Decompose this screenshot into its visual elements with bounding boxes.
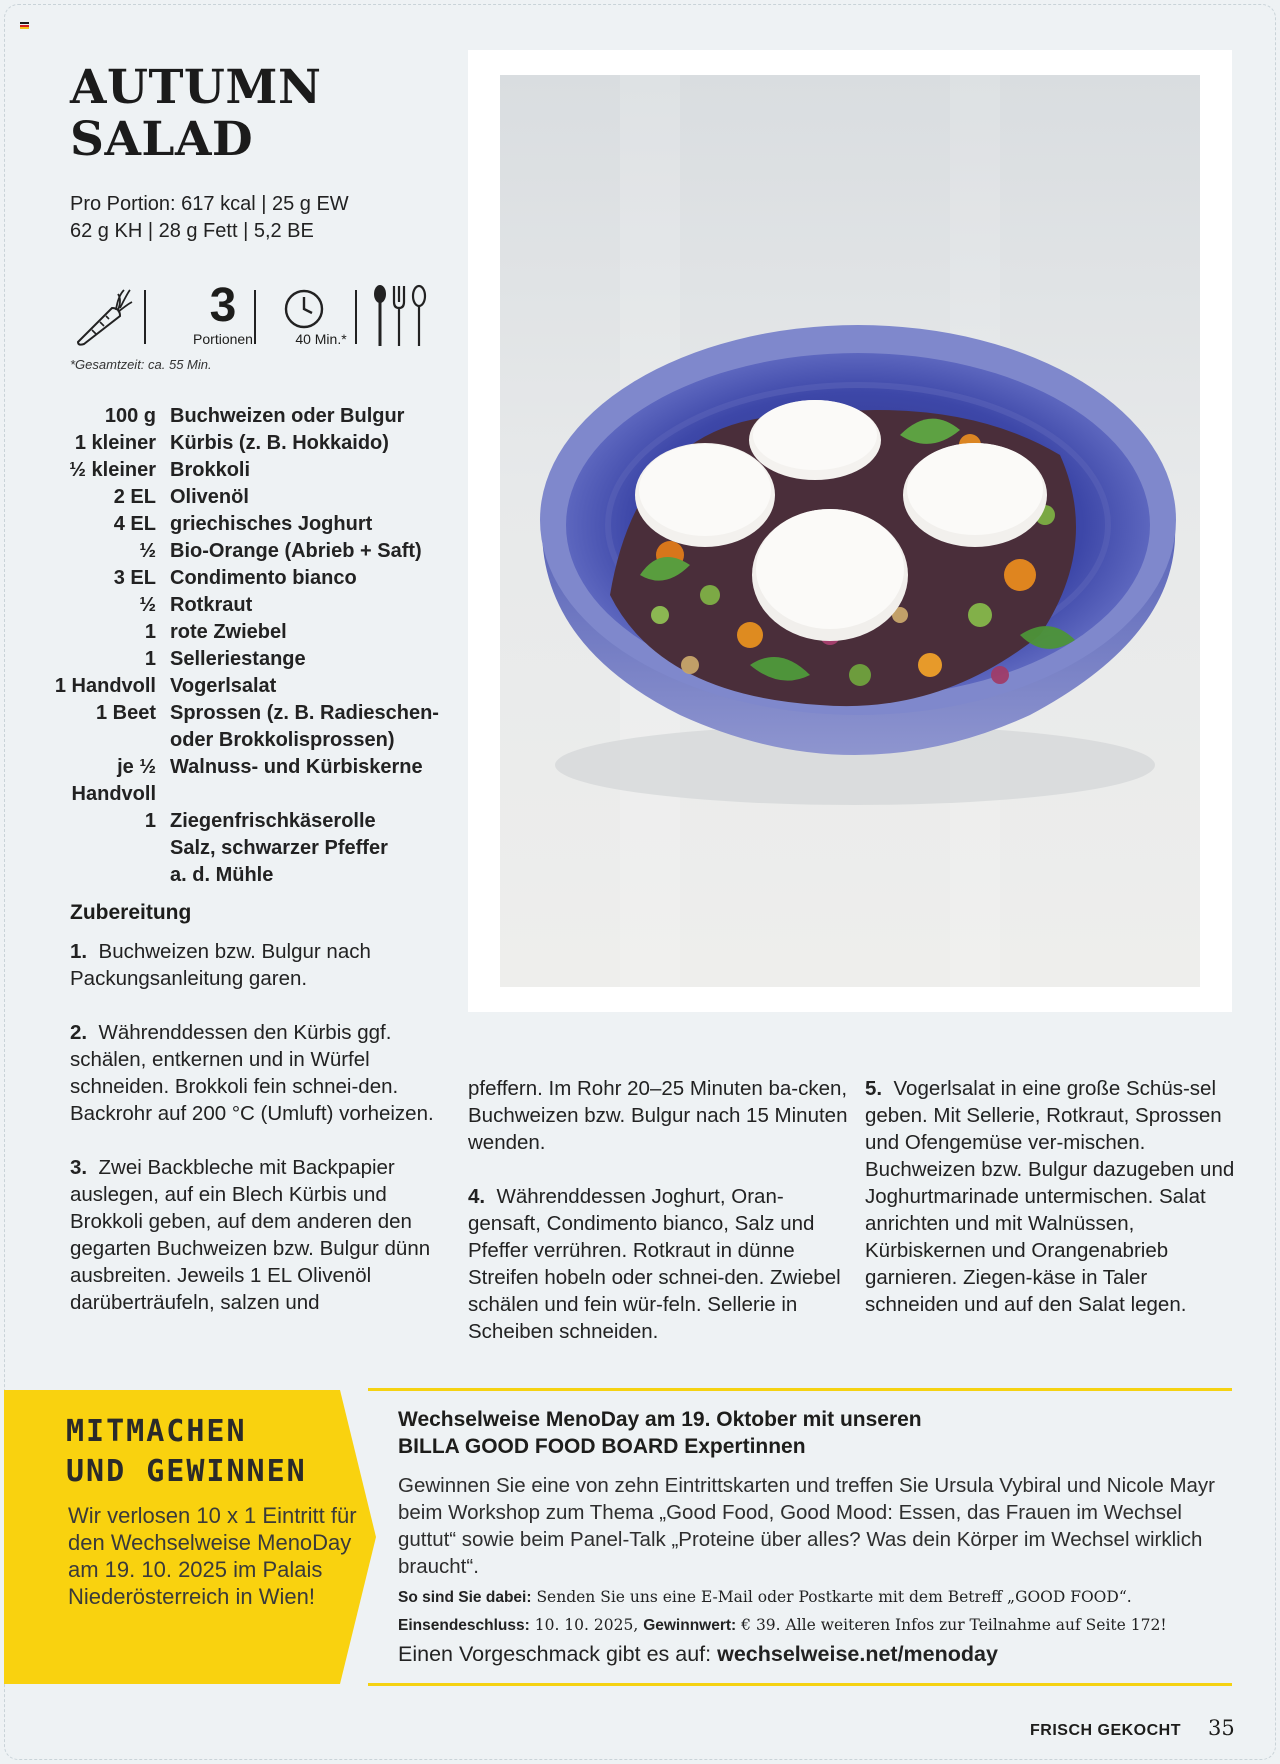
promo-body: Gewinnen Sie eine von zehn Eintrittskarten und treffen Sie Ursula Vybiral und Nicole Mayr beim Workshop zum Thema „Good Food, Good Mood: Essen, das Frauen im Wechsel guttut“ sowie beim Panel-Talk „Proteine über alles? Was dein Körper im Wechsel wirklich braucht“. (398, 1474, 1216, 1578)
ingredient-name: Vogerlsalat (170, 675, 277, 697)
promo-deadline-label: Einsendeschluss: (398, 1617, 530, 1634)
ingredient-quantity: 100 g (104, 405, 156, 427)
step (70, 1019, 450, 1127)
ingredient-row (30, 457, 470, 484)
ingredient-quantity: 3 EL (113, 567, 156, 589)
steps-column-1 (70, 938, 450, 1343)
step-number: 5. (865, 1077, 883, 1100)
step-number: 4. (468, 1185, 486, 1208)
cutlery-icon (370, 284, 430, 350)
step-number: 2. (70, 1021, 88, 1044)
ingredient-row (30, 511, 470, 538)
recipe-title (70, 62, 321, 166)
ingredient-name: Ziegenfrischkäserolle (170, 810, 376, 832)
promo-heading-line1: MITMACHEN (66, 1414, 247, 1449)
ingredient-row (30, 727, 470, 754)
promo-heading (66, 1412, 307, 1492)
page-number: 35 (1208, 1716, 1235, 1740)
ingredient-quantity (30, 835, 170, 862)
ingredient-row (30, 538, 470, 565)
promo-deadline (398, 1614, 1238, 1637)
ingredient-row (30, 403, 470, 430)
ingredient-name: Walnuss- und Kürbiskerne (170, 756, 423, 778)
recipe-meta (70, 279, 450, 364)
promo-title-line2: BILLA GOOD FOOD BOARD Expertinnen (398, 1435, 806, 1458)
ingredient-row (30, 808, 470, 835)
photo-frame (468, 50, 1232, 1012)
promo-link-prefix: Einen Vorgeschmack gibt es auf: (398, 1642, 712, 1666)
ingredient-name: Olivenöl (170, 486, 249, 508)
ingredient-quantity: 1 (144, 810, 156, 832)
step (468, 1183, 848, 1345)
step-text: Währenddessen den Kürbis ggf. schälen, entkernen und in Würfel schneiden. Brokkoli fein schnei-den. Backrohr auf 200 °C (Umluft) vorheizen. (70, 1021, 434, 1125)
ingredient-quantity: 1 Beet (95, 702, 156, 724)
ingredient-quantity: je ½ Handvoll (71, 756, 156, 805)
step (70, 938, 450, 992)
nutrition-line1: Pro Portion: 617 kcal | 25 g EW (70, 193, 349, 215)
promo-prize-label: Gewinnwert: (643, 1617, 737, 1634)
ingredient-row (30, 484, 470, 511)
ingredient-row (30, 754, 470, 808)
ingredient-quantity: 1 kleiner (74, 432, 156, 454)
meta-divider (254, 290, 256, 344)
ingredient-quantity: ½ (139, 594, 156, 616)
step-number: 1. (70, 940, 88, 963)
recipe-title-line2: SALAD (70, 112, 254, 167)
promo-title (398, 1406, 1218, 1460)
ingredient-quantity: 1 (144, 621, 156, 643)
ingredient-quantity: 1 (144, 648, 156, 670)
recipe-title-line1: AUTUMN (70, 60, 322, 115)
step (865, 1075, 1245, 1318)
total-time-note: *Gesamtzeit: ca. 55 Min. (70, 357, 212, 372)
ingredient-row (30, 862, 470, 889)
steps-column-2 (468, 1075, 848, 1372)
ingredient-row (30, 592, 470, 619)
ingredient-name: Selleriestange (170, 648, 306, 670)
promo-participation (398, 1586, 1238, 1609)
promo-prize-text: € 39. Alle weiteren Infos zur Teilnahme auf Seite 172! (741, 1616, 1167, 1634)
ingredient-row (30, 430, 470, 457)
salad-photo (500, 75, 1200, 987)
ingredient-name: Condimento bianco (170, 567, 357, 589)
clock-icon (283, 288, 325, 330)
ingredient-quantity: 1 Handvoll (54, 675, 156, 697)
ingredient-name: Bio-Orange (Abrieb + Saft) (170, 540, 422, 562)
portions-count: 3 (209, 279, 237, 332)
promo-heading-line2: UND GEWINNEN (66, 1454, 307, 1489)
promo-divider-top (368, 1388, 1232, 1391)
steps-column-3 (865, 1075, 1245, 1345)
ingredient-name: Rotkraut (170, 594, 253, 616)
ingredient-name: rote Zwiebel (170, 621, 287, 643)
ingredient-row (30, 835, 470, 862)
ingredient-quantity: ½ (139, 540, 156, 562)
ingredient-name: Salz, schwarzer Pfeffer (170, 837, 388, 859)
ingredient-row (30, 700, 470, 727)
carrot-icon (72, 286, 134, 348)
ingredient-name: Sprossen (z. B. Radieschen- (170, 702, 439, 724)
ingredient-row (30, 619, 470, 646)
promo-link-line (398, 1640, 998, 1668)
ingredient-name: Brokkoli (170, 459, 251, 481)
ingredient-quantity (30, 727, 170, 754)
ingredient-row (30, 565, 470, 592)
ingredient-name: a. d. Mühle (170, 864, 274, 886)
ingredient-row (30, 646, 470, 673)
step-text: Vogerlsalat in eine große Schüs-sel geben. Mit Sellerie, Rotkraut, Sprossen und Ofengemüse ver-mischen. Buchweizen bzw. Bulgur dazugeben und Joghurtmarinade untermischen. Salat anrichten und mit Walnüssen, Kürbiskernen und Orangenabrieb garnieren. Ziegen-käse in Taler schneiden und auf den Salat legen. (865, 1077, 1235, 1316)
footer-section-label: FRISCH GEKOCHT (1030, 1722, 1181, 1739)
step-text: pfeffern. Im Rohr 20–25 Minuten ba-cken, Buchweizen bzw. Bulgur nach 15 Minuten wenden. (468, 1077, 848, 1154)
ingredient-name: griechisches Joghurt (170, 513, 373, 535)
preparation-heading: Zubereitung (70, 901, 192, 924)
nutrition-info (70, 191, 349, 245)
promo-deadline-value: 10. 10. 2025, (534, 1616, 639, 1634)
promo-teaser: Wir verlosen 10 x 1 Eintritt für den Wechselweise MenoDay am 19. 10. 2025 im Palais Niederösterreich in Wien! (68, 1503, 357, 1609)
ingredient-quantity: ½ kleiner (69, 459, 156, 481)
step (468, 1075, 848, 1156)
ingredient-name: Kürbis (z. B. Hokkaido) (170, 432, 389, 454)
promo-link[interactable]: wechselweise.net/menoday (717, 1642, 998, 1666)
ingredient-quantity: 4 EL (113, 513, 156, 535)
ingredient-row (30, 673, 470, 700)
step (70, 1154, 450, 1316)
language-flag-icon (20, 22, 29, 29)
step-text: Zwei Backbleche mit Backpapier auslegen, auf ein Blech Kürbis und Brokkoli geben, auf dem anderen den gegarten Buchweizen bzw. Bulgur dünn ausbreiten. Jeweils 1 EL Olivenöl darüberträufeln, salzen und (70, 1156, 431, 1314)
ingredient-name: oder Brokkolisprossen) (170, 729, 395, 751)
promo-divider-bottom (368, 1683, 1232, 1686)
nutrition-line2: 62 g KH | 28 g Fett | 5,2 BE (70, 220, 314, 242)
ingredient-quantity: 2 EL (113, 486, 156, 508)
promo-how-label: So sind Sie dabei: (398, 1589, 532, 1606)
meta-divider (355, 290, 357, 344)
meta-divider (144, 290, 146, 344)
ingredient-quantity (30, 862, 170, 889)
step-text: Währenddessen Joghurt, Oran-gensaft, Condimento bianco, Salz und Pfeffer verrühren. Rotkraut in dünne Streifen hobeln oder schnei-den. Zwiebel schälen und fein wür-feln. Sellerie in Scheiben schneiden. (468, 1185, 841, 1343)
promo-title-line1: Wechselweise MenoDay am 19. Oktober mit unseren (398, 1408, 922, 1431)
step-number: 3. (70, 1156, 88, 1179)
ingredient-name: Buchweizen oder Bulgur (170, 405, 405, 427)
time-label: 40 Min.* (295, 331, 347, 347)
portions-label: Portionen (193, 331, 253, 347)
ingredients-list (30, 403, 470, 889)
step-text: Buchweizen bzw. Bulgur nach Packungsanleitung garen. (70, 940, 371, 990)
promo-how-text: Senden Sie uns eine E-Mail oder Postkarte mit dem Betreff „GOOD FOOD“. (536, 1588, 1132, 1606)
